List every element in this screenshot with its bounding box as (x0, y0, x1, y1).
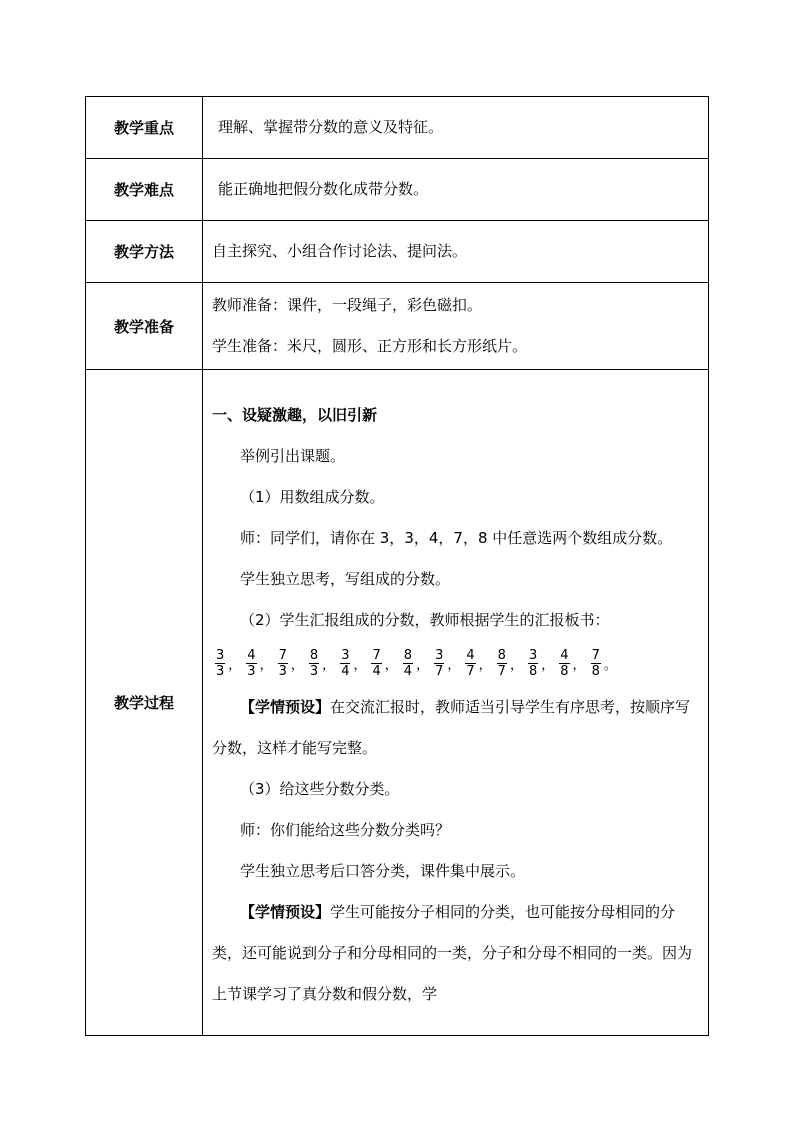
label-method: 教学方法 (86, 221, 203, 283)
fraction-separator: ， (447, 658, 461, 673)
fraction (278, 648, 288, 679)
row-difficulty (86, 159, 709, 221)
fraction-denominator: 3 (278, 664, 287, 679)
fraction-denominator: 8 (560, 664, 569, 679)
paragraph-8: 师：你们能给这些分数分类吗？ (240, 820, 451, 839)
fraction (559, 648, 569, 679)
fraction-numerator: 8 (403, 648, 413, 663)
fraction-denominator: 7 (435, 664, 444, 679)
fraction-denominator: 3 (309, 664, 319, 679)
fraction-denominator: 4 (403, 664, 413, 679)
fraction (465, 648, 475, 679)
fraction (528, 648, 538, 679)
fraction-separator: ， (384, 658, 398, 673)
fraction-separator: ， (509, 658, 523, 673)
fraction (340, 648, 350, 679)
paragraph-9: 学生独立思考后口答分类，课件集中展示。 (240, 861, 526, 880)
fraction-denominator: 7 (497, 664, 506, 679)
content-preparation (203, 283, 709, 370)
fraction-denominator: 8 (528, 664, 538, 679)
paragraph-6-text: 在交流汇报时，教师适当引导学生有序思考，按顺序写分数，这样才能写完整。 (212, 697, 691, 757)
fraction-separator: ， (572, 658, 586, 673)
fraction-denominator: 8 (591, 664, 600, 679)
lesson-plan-table (85, 96, 709, 1036)
fraction-numerator: 7 (591, 648, 600, 663)
paragraph-2: （1）用数组成分数。 (240, 487, 385, 506)
fraction-numerator: 4 (247, 648, 256, 663)
label-preparation: 教学准备 (86, 283, 203, 370)
fraction-numerator: 7 (278, 648, 287, 663)
row-preparation (86, 283, 709, 370)
fraction-separator: ， (259, 658, 273, 673)
paragraph-4: 学生独立思考，写组成的分数。 (240, 569, 451, 588)
fraction-separator: ， (290, 658, 304, 673)
fraction-denominator: 4 (372, 664, 381, 679)
fraction-numerator: 4 (466, 648, 475, 663)
fraction-numerator: 8 (309, 648, 319, 663)
fraction-separator: ， (228, 658, 242, 673)
fraction-separator: ， (353, 658, 367, 673)
fraction-separator: ， (541, 658, 555, 673)
tag-learning-preset-2: 【学情预设】 (240, 902, 331, 921)
paragraph-3: 师：同学们，请你在 3，3，4，7，8 中任意选两个数组成分数。 (240, 528, 673, 547)
fraction-numerator: 4 (560, 648, 569, 663)
fraction-denominator: 3 (247, 664, 256, 679)
student-preparation: 学生准备：米尺，圆形、正方形和长方形纸片。 (212, 337, 528, 355)
paragraph-10-text: 学生可能按分子相同的分类，也可能按分母相同的分类，还可能说到分子和分母相同的一类，分子和分母不相同的一类。因为上节课学习了真分数和假分数，学 (212, 902, 693, 1003)
content-process (203, 370, 709, 1036)
content-key-point (203, 97, 709, 159)
fraction-denominator: 4 (341, 664, 350, 679)
row-process (86, 370, 709, 1036)
fraction-separator: ， (322, 658, 336, 673)
paragraph-7: （3）给这些分数分类。 (240, 779, 400, 798)
tag-learning-preset-1: 【学情预设】 (240, 697, 331, 716)
label-key-point: 教学重点 (86, 97, 203, 159)
row-key-point (86, 97, 709, 159)
fraction-list (203, 641, 708, 687)
label-difficulty: 教学难点 (86, 159, 203, 221)
fraction-numerator: 7 (372, 648, 381, 663)
teacher-preparation: 教师准备：课件，一段绳子，彩色磁扣。 (212, 296, 483, 314)
method-text: 自主探究、小组合作讨论法、提问法。 (212, 242, 468, 260)
fraction (246, 648, 256, 679)
fraction (215, 648, 225, 679)
fraction-separator: ， (416, 658, 430, 673)
fraction-numerator: 3 (216, 648, 225, 663)
fraction-numerator: 3 (341, 648, 350, 663)
fraction (403, 648, 413, 679)
paragraph-1: 举例引出课题。 (240, 446, 346, 465)
fraction-numerator: 8 (497, 648, 506, 663)
fraction (591, 648, 601, 679)
fraction-denominator: 3 (216, 664, 225, 679)
row-method (86, 221, 709, 283)
difficulty-text: 能正确地把假分数化成带分数。 (218, 180, 429, 198)
content-difficulty (203, 159, 709, 221)
paragraph-5: （2）学生汇报组成的分数，教师根据学生的汇报板书： (240, 610, 610, 629)
fraction (434, 648, 444, 679)
fraction-denominator: 7 (466, 664, 475, 679)
fraction (309, 648, 319, 679)
key-point-text: 理解、掌握带分数的意义及特征。 (218, 118, 444, 136)
fraction-numerator: 3 (528, 648, 538, 663)
fraction-numerator: 3 (435, 648, 444, 663)
fraction-separator: ， (478, 658, 492, 673)
paragraph-6 (203, 687, 708, 769)
paragraph-10 (203, 892, 708, 1015)
section-heading: 一、设疑激趣，以旧引新 (212, 405, 378, 424)
fraction-separator: 。 (603, 658, 617, 673)
content-method (203, 221, 709, 283)
label-process: 教学过程 (86, 370, 203, 1036)
fraction (497, 648, 507, 679)
fraction (371, 648, 381, 679)
